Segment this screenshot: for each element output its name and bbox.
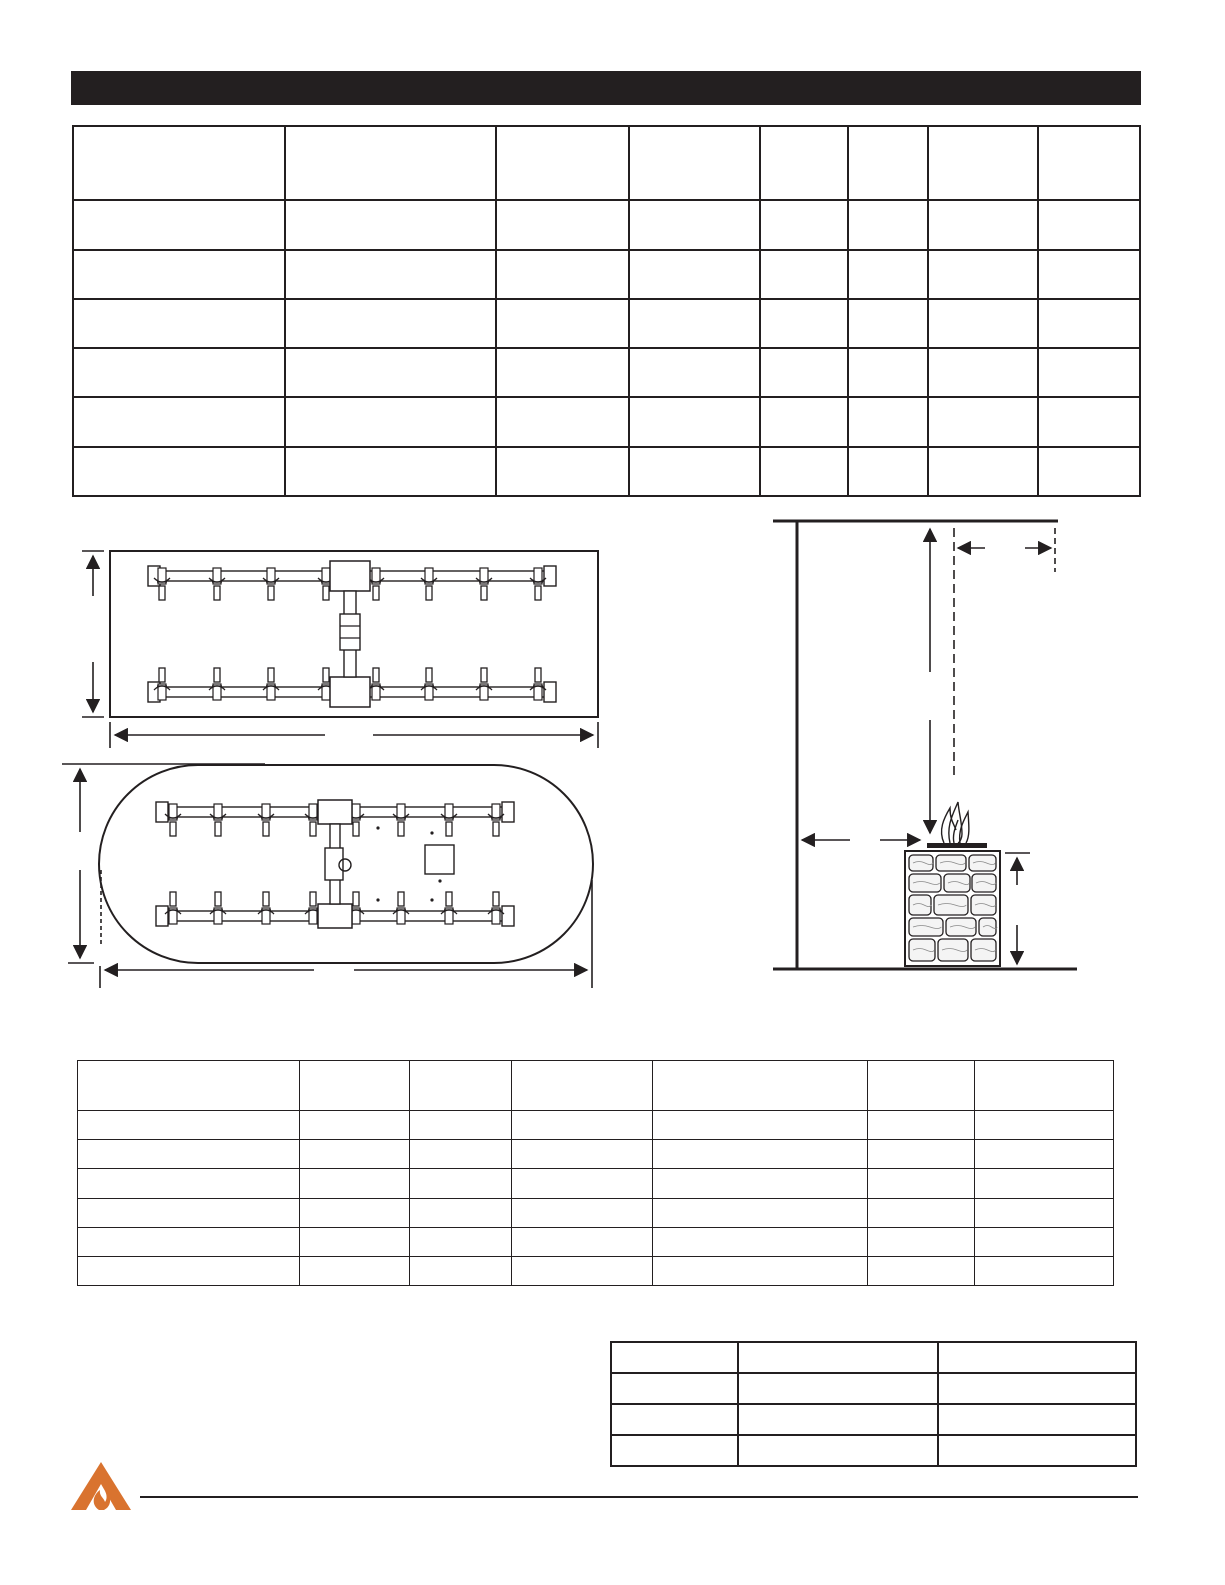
table-cell [78,1140,300,1169]
table-row [611,1435,1136,1466]
table-cell [512,1227,653,1256]
tee-fitting [330,677,370,707]
burner-manifold-group [156,800,514,928]
table-cell [653,1256,868,1285]
stone-block [909,939,935,961]
pipe-union [325,848,343,880]
table-cell [975,1256,1114,1285]
flame-icon [942,802,969,843]
header-cell [653,1061,868,1111]
tee-fitting [330,561,370,591]
header-cell [78,1061,300,1111]
header-cell [868,1061,975,1111]
table-cell [410,1227,512,1256]
pipe-end-cap [502,802,514,822]
table-cell [975,1140,1114,1169]
burner-table [77,1060,1114,1286]
table-row [611,1404,1136,1435]
table-cell [611,1435,738,1466]
table-cell [653,1198,868,1227]
table-cell [300,1256,410,1285]
table-cell [300,1198,410,1227]
table-cell [512,1256,653,1285]
table-cell [78,1169,300,1198]
table-cell [410,1111,512,1140]
pipe-end-cap [156,802,168,822]
table-cell [975,1111,1114,1140]
table-cell [78,1227,300,1256]
header-cell [300,1061,410,1111]
stone-block [944,874,970,892]
table-cell [78,1111,300,1140]
table-cell [653,1111,868,1140]
table-row [611,1373,1136,1404]
table-cell [938,1404,1136,1435]
table-cell [410,1169,512,1198]
table-row [78,1140,1114,1169]
tee-fitting [318,904,352,928]
header-cell [512,1061,653,1111]
table-cell [653,1169,868,1198]
table-cell [611,1373,738,1404]
table-cell [300,1111,410,1140]
table-cell [78,1256,300,1285]
table-cell [975,1198,1114,1227]
header-cell [938,1342,1136,1373]
table-cell [300,1227,410,1256]
header-cell [611,1342,738,1373]
header-cell [410,1061,512,1111]
table-cell [868,1256,975,1285]
table-header-row [78,1061,1114,1111]
stone-block [972,874,996,892]
table-cell [653,1140,868,1169]
stone-block [971,895,996,915]
table-cell [512,1198,653,1227]
tee-fitting [318,800,352,824]
rectangular-burner-diagram [110,551,598,717]
burner-manifold-group [148,561,556,707]
table-cell [868,1198,975,1227]
pipe-end-cap [156,906,168,926]
stone-block [909,895,931,915]
table-header-row [611,1342,1136,1373]
table-row [78,1227,1114,1256]
table-cell [938,1435,1136,1466]
stone-column [909,855,997,961]
oval-burner-diagram [99,765,593,963]
header-cell [738,1342,938,1373]
table-cell [868,1140,975,1169]
table-cell [868,1169,975,1198]
table-cell [410,1198,512,1227]
stone-block [979,918,996,936]
table-cell [738,1435,938,1466]
gas-table [610,1341,1137,1467]
table-cell [512,1169,653,1198]
clearance-elevation-diagram [773,521,1077,969]
pipe-end-cap [544,566,556,586]
stone-block [971,939,996,961]
table-cell [410,1256,512,1285]
table-row [78,1169,1114,1198]
table-row [78,1198,1114,1227]
table-cell [975,1227,1114,1256]
table-cell [512,1140,653,1169]
footer-rule [140,1496,1138,1498]
pipe-union [340,614,360,650]
table-cell [300,1140,410,1169]
table-cell [938,1373,1136,1404]
table-row [78,1111,1114,1140]
flame-logo-icon [68,1460,134,1516]
table-cell [410,1140,512,1169]
table-cell [300,1169,410,1198]
header-cell [975,1061,1114,1111]
table-cell [868,1227,975,1256]
table-cell [738,1373,938,1404]
table-cell [868,1111,975,1140]
stone-block [909,855,933,871]
table-cell [512,1111,653,1140]
table-cell [653,1227,868,1256]
pipe-end-cap [544,682,556,702]
pipe-end-cap [502,906,514,926]
table-row [78,1256,1114,1285]
table-cell [975,1169,1114,1198]
table-cell [738,1404,938,1435]
table-cell [611,1404,738,1435]
table-cell [78,1198,300,1227]
